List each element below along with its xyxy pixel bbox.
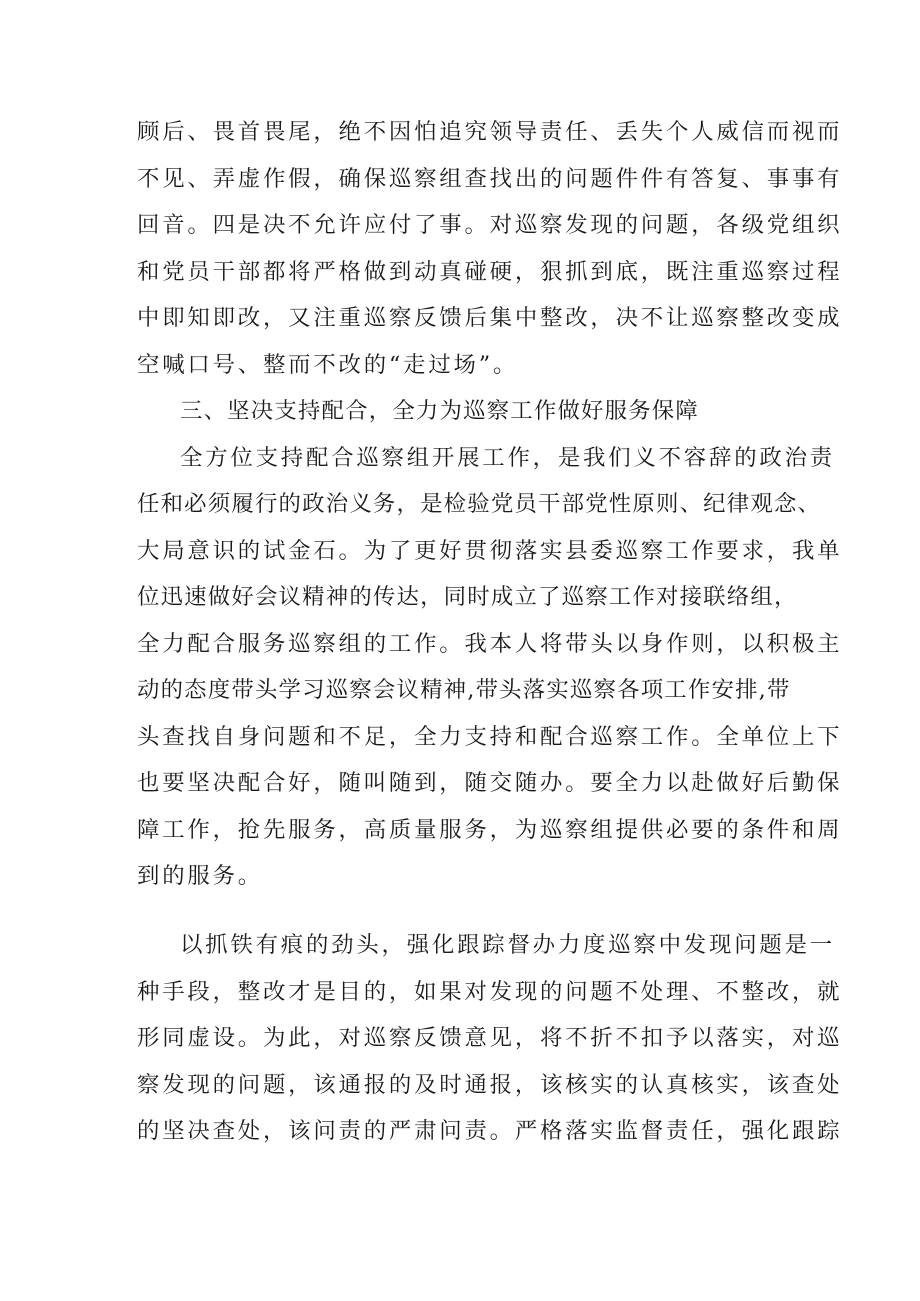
paragraph-line: 回音。四是决不允许应付了事。对巡察发现的问题，各级党组织 [137, 212, 843, 238]
paragraph-line: 以抓铁有痕的劲头，强化跟踪督办力度巡察中发现问题是一 [180, 932, 835, 958]
paragraph-line: 大局意识的试金石。为了更好贯彻落实县委巡察工作要求，我单 [137, 538, 843, 564]
paragraph-line: 动的态度带头学习巡察会议精神,带头落实巡察各项工作安排,带 [137, 677, 791, 703]
paragraph-line: 位迅速做好会议精神的传达，同时成立了巡察工作对接联络组， [137, 584, 798, 610]
paragraph-line: 全方位支持配合巡察组开展工作，是我们义不容辞的政治责 [180, 445, 835, 471]
paragraph-line: 顾后、畏首畏尾，绝不因怕追究领导责任、丢失个人威信而视而 [137, 119, 843, 145]
paragraph-line: 也要坚决配合好，随叫随到，随交随办。要全力以赴做好后勤保 [137, 770, 843, 796]
paragraph-line: 形同虚设。为此，对巡察反馈意见，将不折不扣予以落实，对巡 [137, 1025, 843, 1051]
paragraph-line: 察发现的问题，该通报的及时通报，该核实的认真核实，该查处 [137, 1072, 843, 1098]
paragraph-line: 障工作，抢先服务，高质量服务，为巡察组提供必要的条件和周 [137, 817, 843, 843]
paragraph-line: 种手段，整改才是目的，如果对发现的问题不处理、不整改，就 [137, 979, 843, 1005]
paragraph-line: 全力配合服务巡察组的工作。我本人将带头以身作则，以积极主 [137, 631, 843, 657]
paragraph-line: 任和必须履行的政治义务，是检验党员干部党性原则、纪律观念、 [137, 491, 822, 517]
section-heading: 三、坚决支持配合，全力为巡察工作做好服务保障 [180, 398, 699, 424]
paragraph-line: 不见、弄虚作假，确保巡察组查找出的问题件件有答复、事事有 [137, 166, 843, 192]
paragraph-line: 的坚决查处，该问责的严肃问责。严格落实监督责任，强化跟踪 [137, 1118, 843, 1144]
paragraph-line: 和党员干部都将严格做到动真碰硬，狠抓到底，既注重巡察过程 [137, 259, 843, 285]
paragraph-line: 空喊口号、整而不改的“走过场”。 [137, 352, 519, 378]
paragraph-line: 头查找自身问题和不足，全力支持和配合巡察工作。全单位上下 [137, 724, 843, 750]
paragraph-line: 到的服务。 [137, 863, 263, 889]
paragraph-line: 中即知即改，又注重巡察反馈后集中整改，决不让巡察整改变成 [137, 305, 843, 331]
